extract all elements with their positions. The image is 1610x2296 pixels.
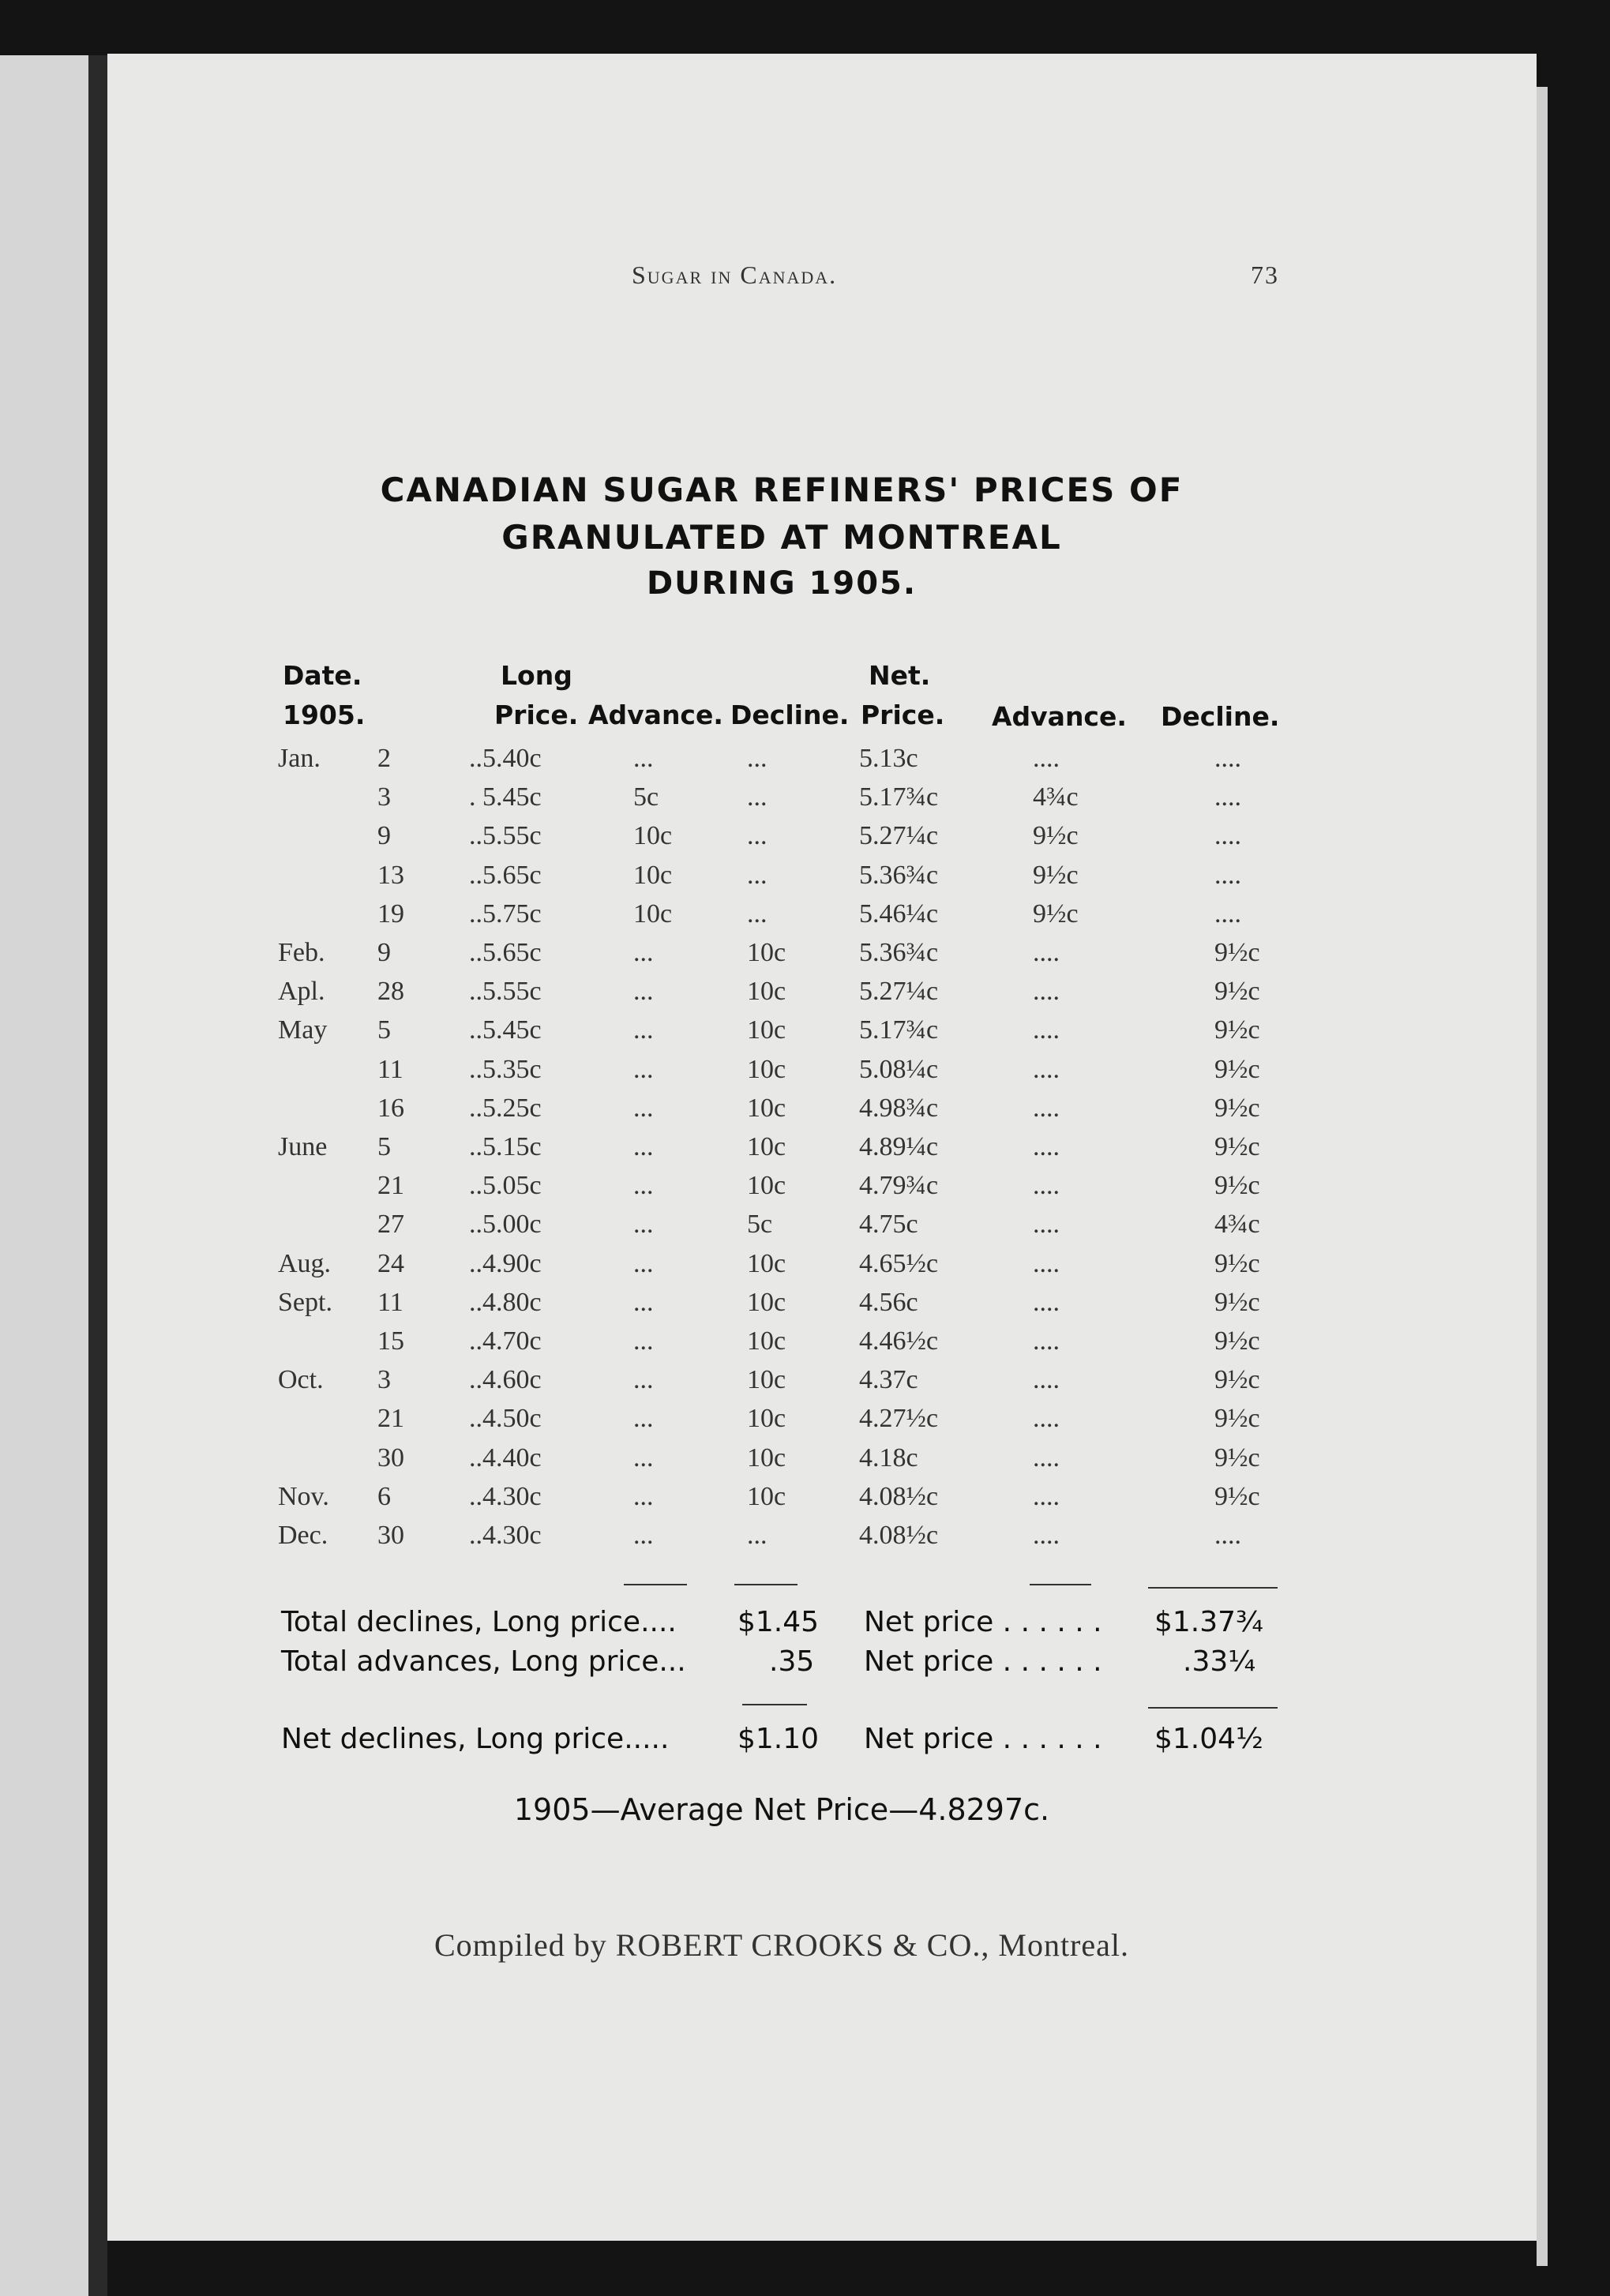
cell-long-price: ..5.05c xyxy=(469,1171,542,1201)
cell-decline: 10c xyxy=(747,1015,786,1045)
header-net-price: Price. xyxy=(861,700,945,730)
cell-net-decline: 9½c xyxy=(1214,1404,1260,1434)
cell-decline: ... xyxy=(747,1521,767,1550)
cell-day: 27 xyxy=(377,1210,404,1240)
cell-decline: 10c xyxy=(747,1365,786,1395)
cell-advance: ... xyxy=(633,1210,654,1240)
header-year: 1905. xyxy=(283,700,366,730)
book-gutter xyxy=(88,55,107,2296)
cell-day: 3 xyxy=(377,1365,391,1395)
cell-month: Aug. xyxy=(278,1248,332,1278)
cell-advance: ... xyxy=(633,1521,654,1550)
cell-net-price: 4.75c xyxy=(859,1210,918,1240)
header-net-advance: Advance. xyxy=(992,701,1127,732)
cell-net-decline: 9½c xyxy=(1214,1171,1260,1201)
cell-net-price: 5.08¼c xyxy=(859,1054,939,1084)
cell-net-price: 4.98¾c xyxy=(859,1093,939,1123)
table-title-line-2: GRANULATED AT MONTREAL xyxy=(501,518,1062,557)
cell-long-price: ..4.90c xyxy=(469,1248,542,1278)
cell-day: 21 xyxy=(377,1404,404,1434)
cell-net-advance: 9½c xyxy=(1033,899,1079,929)
cell-decline: 10c xyxy=(747,1404,786,1434)
cell-net-price: 5.13c xyxy=(859,744,918,773)
cell-long-price: ..5.65c xyxy=(469,860,542,890)
cell-long-price: ..4.30c xyxy=(469,1481,542,1511)
cell-long-price: ..5.75c xyxy=(469,899,542,929)
cell-advance: ... xyxy=(633,1054,654,1084)
cell-day: 16 xyxy=(377,1093,404,1123)
cell-day: 28 xyxy=(377,977,404,1007)
cell-day: 15 xyxy=(377,1326,404,1356)
header-date: Date. xyxy=(283,660,362,691)
rule-advance xyxy=(624,1584,687,1585)
cell-day: 9 xyxy=(377,938,391,967)
cell-advance: ... xyxy=(633,977,654,1007)
cell-net-advance: .... xyxy=(1033,1365,1060,1395)
cell-long-price: ..4.50c xyxy=(469,1404,542,1434)
cell-advance: ... xyxy=(633,1248,654,1278)
cell-net-advance: .... xyxy=(1033,1443,1060,1473)
cell-decline: 10c xyxy=(747,938,786,967)
total-declines-net-value: $1.37¾ xyxy=(1154,1606,1263,1638)
total-advances-label: Total advances, Long price... xyxy=(281,1645,686,1678)
cell-advance: ... xyxy=(633,1365,654,1395)
cell-long-price: ..4.30c xyxy=(469,1521,542,1550)
cell-decline: 10c xyxy=(747,1171,786,1201)
page-fore-edge xyxy=(1537,87,1548,2266)
cell-advance: ... xyxy=(633,1326,654,1356)
cell-decline: 10c xyxy=(747,977,786,1007)
cell-day: 30 xyxy=(377,1443,404,1473)
cell-day: 21 xyxy=(377,1171,404,1201)
cell-long-price: ..4.70c xyxy=(469,1326,542,1356)
cell-net-price: 5.17¾c xyxy=(859,1015,939,1045)
average-net-price: 1905—Average Net Price—4.8297c. xyxy=(513,1792,1050,1827)
cell-month: May xyxy=(278,1015,328,1045)
cell-net-price: 5.27¼c xyxy=(859,821,939,851)
cell-advance: ... xyxy=(633,744,654,773)
cell-decline: 10c xyxy=(747,1054,786,1084)
cell-long-price: ..5.45c xyxy=(469,1015,542,1045)
cell-day: 5 xyxy=(377,1015,391,1045)
cell-day: 9 xyxy=(377,821,391,851)
cell-long-price: ..5.55c xyxy=(469,977,542,1007)
cell-net-price: 4.46½c xyxy=(859,1326,939,1356)
cell-long-price: ..5.65c xyxy=(469,938,542,967)
table-title-line-3: DURING 1905. xyxy=(646,565,918,602)
cell-net-decline: 9½c xyxy=(1214,1093,1260,1123)
net-declines-net-label: Net price . . . . . . xyxy=(864,1723,1102,1755)
cell-day: 13 xyxy=(377,860,404,890)
cell-month: Dec. xyxy=(278,1521,328,1550)
cell-net-advance: .... xyxy=(1033,1404,1060,1434)
cell-net-advance: .... xyxy=(1033,1521,1060,1550)
cell-net-price: 4.65½c xyxy=(859,1248,939,1278)
total-declines-label: Total declines, Long price.... xyxy=(281,1606,677,1638)
total-advances-value: .35 xyxy=(769,1645,815,1678)
cell-decline: ... xyxy=(747,744,767,773)
cell-net-advance: 9½c xyxy=(1033,860,1079,890)
cell-net-price: 5.36¾c xyxy=(859,938,939,967)
cell-long-price: ..5.25c xyxy=(469,1093,542,1123)
cell-net-price: 4.18c xyxy=(859,1443,918,1473)
cell-decline: ... xyxy=(747,860,767,890)
cell-net-advance: .... xyxy=(1033,1326,1060,1356)
cell-net-decline: 9½c xyxy=(1214,977,1260,1007)
cell-month: Sept. xyxy=(278,1287,332,1317)
cell-long-price: . 5.45c xyxy=(469,782,542,812)
cell-day: 11 xyxy=(377,1054,403,1084)
cell-net-advance: .... xyxy=(1033,977,1060,1007)
cell-decline: 10c xyxy=(747,1443,786,1473)
compiled-by-credit: Compiled by ROBERT CROOKS & CO., Montreal. xyxy=(433,1927,1129,1963)
cell-net-decline: .... xyxy=(1214,899,1241,929)
cell-advance: ... xyxy=(633,1015,654,1045)
cell-month: Nov. xyxy=(278,1481,329,1511)
cell-month: Feb. xyxy=(278,938,325,967)
cell-advance: ... xyxy=(633,1404,654,1434)
cell-month: June xyxy=(278,1132,328,1161)
cell-long-price: ..4.60c xyxy=(469,1365,542,1395)
total-advances-net-value: .33¼ xyxy=(1183,1645,1256,1678)
cell-decline: 5c xyxy=(747,1210,773,1240)
cell-net-decline: .... xyxy=(1214,1521,1241,1550)
total-declines-value: $1.45 xyxy=(737,1606,820,1638)
cell-net-price: 4.56c xyxy=(859,1287,918,1317)
cell-net-price: 4.79¾c xyxy=(859,1171,939,1201)
cell-decline: 10c xyxy=(747,1326,786,1356)
cell-day: 6 xyxy=(377,1481,391,1511)
cell-month: Jan. xyxy=(278,744,321,773)
cell-decline: 10c xyxy=(747,1481,786,1511)
cell-long-price: ..5.55c xyxy=(469,821,542,851)
cell-net-decline: 9½c xyxy=(1214,1481,1260,1511)
cell-net-advance: .... xyxy=(1033,1054,1060,1084)
cell-net-decline: 9½c xyxy=(1214,1132,1260,1161)
cell-day: 11 xyxy=(377,1287,403,1317)
cell-net-decline: .... xyxy=(1214,744,1241,773)
cell-advance: 10c xyxy=(633,860,673,890)
cell-decline: 10c xyxy=(747,1132,786,1161)
cell-net-advance: .... xyxy=(1033,1015,1060,1045)
cell-net-decline: .... xyxy=(1214,782,1241,812)
table-title-line-1: CANADIAN SUGAR REFINERS' PRICES OF xyxy=(380,471,1184,509)
cell-long-price: ..5.35c xyxy=(469,1054,542,1084)
header-advance: Advance. xyxy=(588,700,723,730)
cell-day: 30 xyxy=(377,1521,404,1550)
cell-advance: ... xyxy=(633,1132,654,1161)
cell-day: 5 xyxy=(377,1132,391,1161)
cell-net-price: 5.27¼c xyxy=(859,977,939,1007)
cell-net-advance: .... xyxy=(1033,1481,1060,1511)
cell-net-decline: 9½c xyxy=(1214,1326,1260,1356)
cell-net-price: 5.36¾c xyxy=(859,860,939,890)
rule-decline xyxy=(734,1584,797,1585)
cell-net-advance: 9½c xyxy=(1033,821,1079,851)
cell-net-price: 4.27½c xyxy=(859,1404,939,1434)
cell-decline: 10c xyxy=(747,1248,786,1278)
total-declines-net-label: Net price . . . . . . xyxy=(864,1606,1102,1638)
net-declines-label: Net declines, Long price..... xyxy=(281,1723,670,1755)
cell-net-decline: .... xyxy=(1214,860,1241,890)
header-long-price: Price. xyxy=(494,700,579,730)
cell-advance: ... xyxy=(633,938,654,967)
cell-net-advance: .... xyxy=(1033,1210,1060,1240)
page-number: 73 xyxy=(1251,261,1279,289)
cell-net-advance: .... xyxy=(1033,1171,1060,1201)
rule-net-long xyxy=(742,1704,807,1705)
cell-long-price: ..5.00c xyxy=(469,1210,542,1240)
header-net-decline: Decline. xyxy=(1161,701,1280,732)
cell-advance: ... xyxy=(633,1481,654,1511)
running-head: Sugar in Canada. xyxy=(632,261,838,289)
rule-net-advance xyxy=(1030,1584,1091,1585)
cell-advance: ... xyxy=(633,1171,654,1201)
cell-net-price: 4.37c xyxy=(859,1365,918,1395)
cell-net-decline: 9½c xyxy=(1214,1248,1260,1278)
cell-decline: ... xyxy=(747,821,767,851)
cell-advance: ... xyxy=(633,1093,654,1123)
cell-net-decline: 9½c xyxy=(1214,1443,1260,1473)
cell-net-advance: .... xyxy=(1033,1093,1060,1123)
cell-net-decline: .... xyxy=(1214,821,1241,851)
cell-net-decline: 9½c xyxy=(1214,938,1260,967)
header-long: Long xyxy=(501,660,572,691)
cell-long-price: ..4.80c xyxy=(469,1287,542,1317)
cell-long-price: ..5.40c xyxy=(469,744,542,773)
cell-day: 3 xyxy=(377,782,391,812)
cell-advance: 10c xyxy=(633,821,673,851)
cell-advance: ... xyxy=(633,1287,654,1317)
cell-decline: ... xyxy=(747,782,767,812)
cell-net-advance: .... xyxy=(1033,1132,1060,1161)
facing-page-edge xyxy=(0,55,88,2296)
cell-net-advance: .... xyxy=(1033,938,1060,967)
cell-net-advance: .... xyxy=(1033,1287,1060,1317)
cell-net-advance: 4¾c xyxy=(1033,782,1079,812)
rule-net-decline xyxy=(1148,1587,1278,1589)
cell-decline: 10c xyxy=(747,1093,786,1123)
net-declines-value: $1.10 xyxy=(737,1723,820,1755)
net-declines-net-value: $1.04½ xyxy=(1154,1723,1263,1755)
cell-advance: 10c xyxy=(633,899,673,929)
cell-net-price: 5.46¼c xyxy=(859,899,939,929)
cell-month: Apl. xyxy=(278,977,325,1007)
cell-day: 19 xyxy=(377,899,404,929)
cell-day: 24 xyxy=(377,1248,404,1278)
cell-net-decline: 9½c xyxy=(1214,1287,1260,1317)
header-decline: Decline. xyxy=(730,700,850,730)
rule-net-net xyxy=(1148,1707,1278,1709)
cell-net-decline: 4¾c xyxy=(1214,1210,1260,1240)
cell-net-advance: .... xyxy=(1033,744,1060,773)
cell-advance: 5c xyxy=(633,782,659,812)
cell-month: Oct. xyxy=(278,1365,324,1395)
cell-net-price: 4.89¼c xyxy=(859,1132,939,1161)
header-net: Net. xyxy=(869,660,931,691)
cell-net-price: 4.08½c xyxy=(859,1521,939,1550)
cell-day: 2 xyxy=(377,744,391,773)
cell-decline: ... xyxy=(747,899,767,929)
cell-long-price: ..5.15c xyxy=(469,1132,542,1161)
cell-net-price: 5.17¾c xyxy=(859,782,939,812)
cell-decline: 10c xyxy=(747,1287,786,1317)
total-advances-net-label: Net price . . . . . . xyxy=(864,1645,1102,1678)
cell-net-decline: 9½c xyxy=(1214,1015,1260,1045)
cell-advance: ... xyxy=(633,1443,654,1473)
cell-net-advance: .... xyxy=(1033,1248,1060,1278)
cell-net-decline: 9½c xyxy=(1214,1365,1260,1395)
cell-net-price: 4.08½c xyxy=(859,1481,939,1511)
cell-long-price: ..4.40c xyxy=(469,1443,542,1473)
cell-net-decline: 9½c xyxy=(1214,1054,1260,1084)
